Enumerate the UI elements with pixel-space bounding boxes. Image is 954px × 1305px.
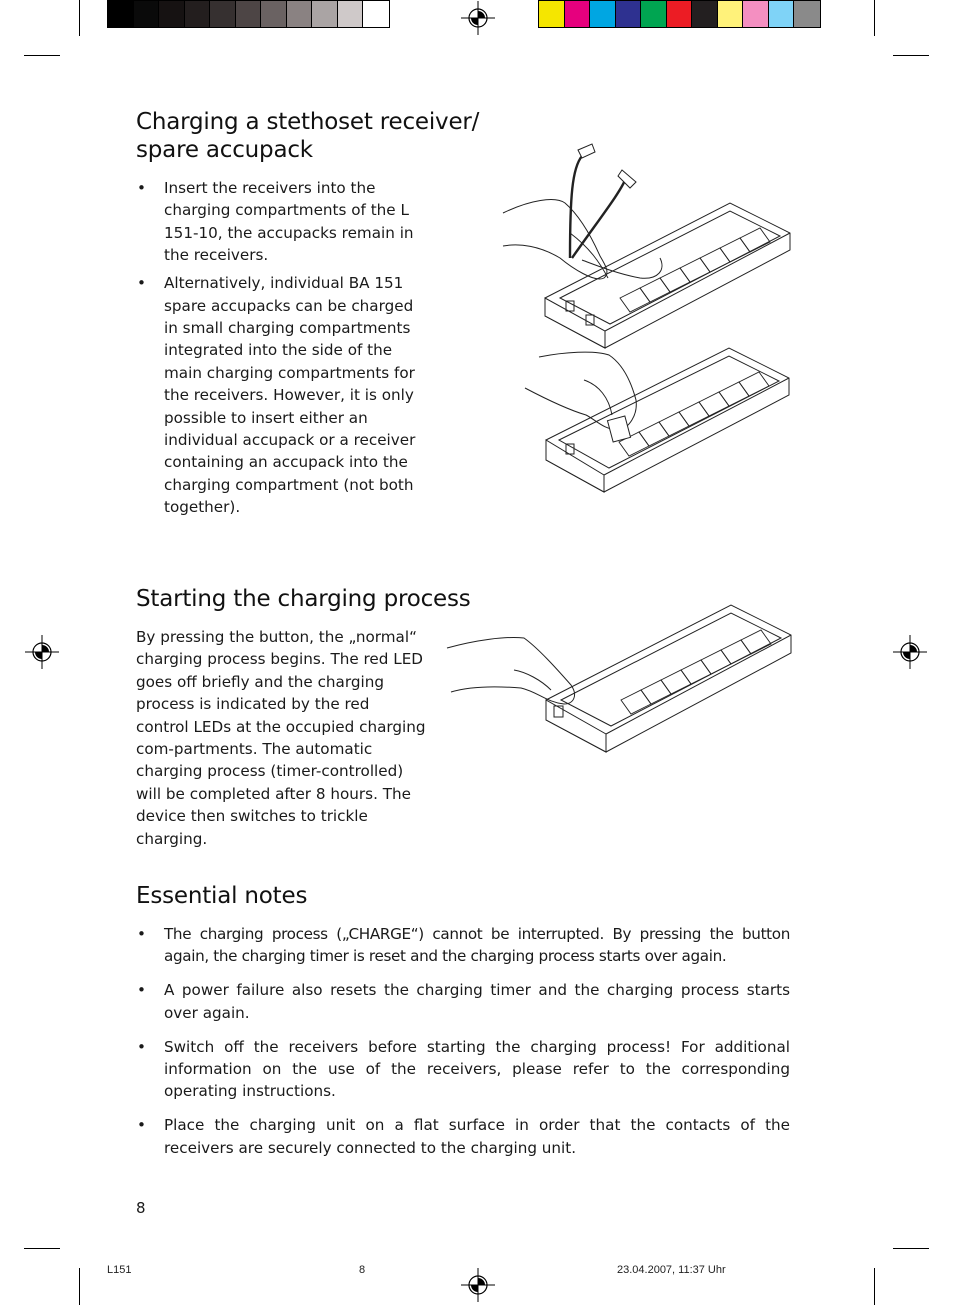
essential-notes-list xyxy=(136,923,790,1171)
section-heading-essential-notes: Essential notes xyxy=(136,883,308,909)
list-item: • The charging process („CHARGE“) cannot be interrupted. By pressing the button again, the charging timer is reset and the charging process starts over again. xyxy=(136,923,790,968)
crop-mark xyxy=(79,0,80,36)
color-swatch xyxy=(769,1,795,27)
color-swatch xyxy=(590,1,616,27)
crop-mark xyxy=(874,1268,875,1305)
charger-with-spare-accupack-illustration xyxy=(524,340,794,503)
starting-paragraph: By pressing the button, the „normal“ charging process begins. The red LED goes off briefly and the charging process is indicated by the red control LEDs at the occupied charging com-partments. The automatic charging process (timer-controlled) will be completed after 8 hours. The device then switches to trickle charging. xyxy=(136,628,426,848)
list-item: • A power failure also resets the charging timer and the charging process starts over again. xyxy=(136,979,790,1024)
registration-crosshair-icon xyxy=(893,635,927,669)
color-swatch xyxy=(718,1,744,27)
crop-mark xyxy=(24,1248,60,1249)
color-swatch xyxy=(287,1,313,27)
heading-line: Charging a stethoset receiver/ xyxy=(136,109,480,135)
charger-with-stethoset-receiver-illustration xyxy=(500,138,795,356)
crop-mark xyxy=(874,0,875,36)
color-swatch xyxy=(210,1,236,27)
color-swatch xyxy=(692,1,718,27)
color-swatch xyxy=(236,1,262,27)
color-swatch xyxy=(363,1,389,27)
color-swatch xyxy=(338,1,364,27)
list-item: • Insert the receivers into the charging compartments of the L 151-10, the accupacks remain in the receivers. xyxy=(136,177,423,267)
color-swatch xyxy=(641,1,667,27)
charger-button-press-illustration xyxy=(446,600,796,765)
list-item: • Switch off the receivers before starting the charging process! For additional information on the use of the receivers, please refer to the corresponding operating instructions. xyxy=(136,1036,790,1103)
crop-mark xyxy=(79,1268,80,1305)
slug-job-name: L151 xyxy=(107,1264,132,1276)
color-swatch xyxy=(667,1,693,27)
color-swatch xyxy=(539,1,565,27)
section-heading-charging xyxy=(136,108,516,164)
registration-crosshair-icon xyxy=(25,635,59,669)
color-swatch xyxy=(794,1,820,27)
color-swatch xyxy=(185,1,211,27)
slug-timestamp: 23.04.2007, 11:37 Uhr xyxy=(617,1264,726,1276)
grayscale-color-bar xyxy=(107,0,390,28)
registration-crosshair-icon xyxy=(461,1268,495,1302)
list-item: • Alternatively, individual BA 151 spare accupacks can be charged in small charging compartments integrated into the side of the main charging compartments for the receivers. However, it is only possible to insert either an individual accupack or a receiver containing an accupack into the charging compartment (not both together). xyxy=(136,272,423,518)
registration-crosshair-icon xyxy=(461,1,495,35)
page-number: 8 xyxy=(136,1199,146,1217)
color-swatch xyxy=(743,1,769,27)
color-swatch xyxy=(159,1,185,27)
list-item: • Place the charging unit on a flat surface in order that the contacts of the receivers are securely connected to the charging unit. xyxy=(136,1114,790,1159)
color-swatch xyxy=(261,1,287,27)
color-swatch xyxy=(312,1,338,27)
slug-page-number: 8 xyxy=(359,1264,366,1276)
heading-line: spare accupack xyxy=(136,137,313,163)
crop-mark xyxy=(893,1248,929,1249)
color-swatch xyxy=(134,1,160,27)
color-swatch xyxy=(616,1,642,27)
charging-bullet-list xyxy=(136,177,423,519)
color-swatch xyxy=(108,1,134,27)
crop-mark xyxy=(24,55,60,56)
process-color-bar xyxy=(538,0,821,28)
color-swatch xyxy=(565,1,591,27)
crop-mark xyxy=(893,55,929,56)
section-heading-starting: Starting the charging process xyxy=(136,586,471,612)
